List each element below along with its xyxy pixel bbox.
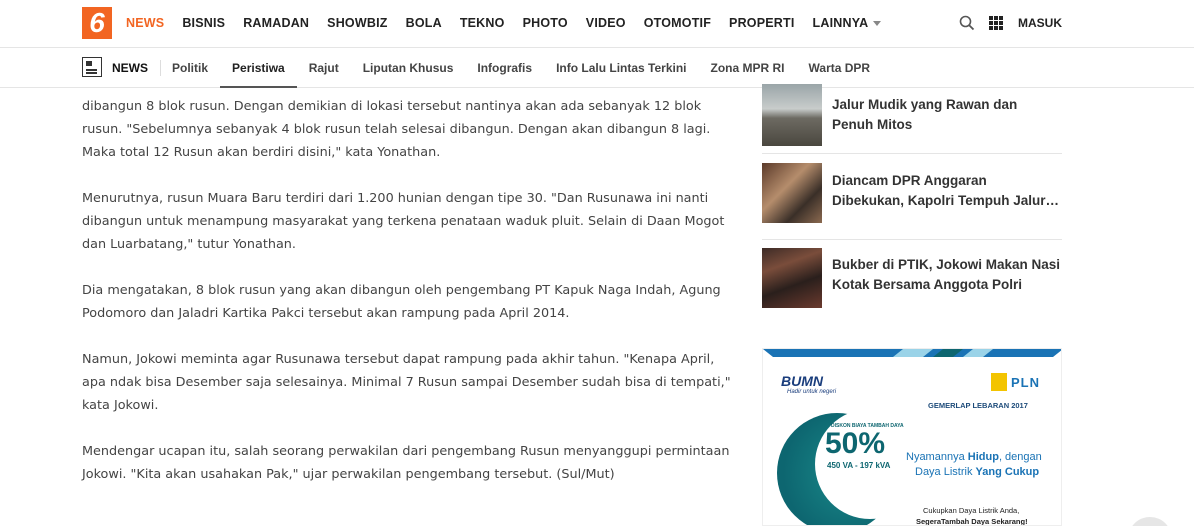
newspaper-icon <box>82 57 102 77</box>
lightning-icon <box>991 373 1007 391</box>
nav-item-otomotif[interactable]: OTOMOTIF <box>643 16 712 30</box>
scroll-to-top-button[interactable] <box>1128 517 1172 526</box>
tab-zona-mpr-ri[interactable]: Zona MPR RI <box>710 61 785 75</box>
ad-campaign-title: GEMERLAP LEBARAN 2017 <box>928 401 1028 410</box>
pln-logo: PLN <box>1011 375 1040 390</box>
nav-item-properti[interactable]: PROPERTI <box>729 16 795 30</box>
related-card[interactable] <box>762 163 1062 240</box>
related-title[interactable]: Jalur Mudik yang Rawan dan Penuh Mitos <box>832 97 1018 132</box>
nav-item-ramadan[interactable]: RAMADAN <box>243 16 310 30</box>
section-title[interactable]: NEWS <box>112 61 148 75</box>
nav-item-video[interactable]: VIDEO <box>585 16 626 30</box>
related-card[interactable] <box>762 248 1062 325</box>
nav-item-news[interactable]: NEWS <box>126 16 165 30</box>
ad-discount-label: DISKON BIAYA TAMBAH DAYA <box>831 423 904 429</box>
ad-tagline-1: Nyamannya Hidup, dengan <box>906 451 1042 463</box>
nav-item-lainnya[interactable] <box>813 16 882 30</box>
tab-rajut[interactable]: Rajut <box>308 61 339 75</box>
article-paragraph: Namun, Jokowi meminta agar Rusunawa tersebut dapat rampung pada akhir tahun. "Kenapa April, apa ndak bisa Desember saja selesainya. Minimal 7 Rusun sampai Desember sudah bisa di tempati," kata Jokowi. <box>82 352 731 413</box>
nav-item-bisnis[interactable]: BISNIS <box>182 16 226 30</box>
related-card[interactable] <box>762 84 1062 154</box>
article-body <box>82 95 732 509</box>
tab-liputan-khusus[interactable]: Liputan Khusus <box>362 61 454 75</box>
tab-warta-dpr[interactable]: Warta DPR <box>808 61 871 75</box>
top-navbar <box>0 0 1194 48</box>
related-sidebar <box>762 84 1062 325</box>
ad-stripe <box>763 349 1062 367</box>
article-paragraph: dibangun 8 blok rusun. Dengan demikian di lokasi tersebut nantinya akan ada sebanyak 12 blok rusun. "Sebelumnya sebanyak 4 blok rusun telah selesai dibangun. Dengan akan dibangun 8 lagi. Maka total 12 Rusun akan berdiri disini," kata Yonathan. <box>82 99 711 160</box>
apps-grid-icon[interactable] <box>989 16 1003 30</box>
tab-politik[interactable]: Politik <box>172 61 209 75</box>
nav-item-lainnya-label: LAINNYA <box>812 16 869 30</box>
related-thumbnail[interactable] <box>762 248 822 308</box>
search-icon[interactable] <box>959 15 975 31</box>
article-paragraph: Dia mengatakan, 8 blok rusun yang akan dibangun oleh pengembang PT Kapuk Naga Indah, Agung Podomoro dan Jaladri Kartika Pakci tersebut akan rampung pada April 2014. <box>82 283 721 321</box>
site-logo[interactable]: 6 <box>82 7 112 39</box>
related-title[interactable]: Diancam DPR Anggaran Dibekukan, Kapolri Tempuh Jalur… <box>832 173 1060 208</box>
nav-item-photo[interactable]: PHOTO <box>522 16 568 30</box>
bumn-tagline: Hadir untuk negeri <box>787 389 837 395</box>
ad-va-range: 450 VA - 197 kVA <box>827 461 891 470</box>
related-thumbnail[interactable] <box>762 84 822 146</box>
chevron-down-icon <box>873 21 881 26</box>
tab-info-lalu-lintas[interactable]: Info Lalu Lintas Terkini <box>556 61 687 75</box>
article-paragraph: Menurutnya, rusun Muara Baru terdiri dari 1.200 hunian dengan tipe 30. "Dan Rusunawa ini nanti dibangun untuk menampung masyarakat yang terkena penataan waduk pluit. Selain di Daan Mogot dan Luarbatang," tutur Yonathan. <box>82 191 725 252</box>
nav-item-showbiz[interactable]: SHOWBIZ <box>327 16 388 30</box>
main-nav <box>126 0 899 46</box>
related-title[interactable]: Bukber di PTIK, Jokowi Makan Nasi Kotak Bersama Anggota Polri <box>832 257 1061 292</box>
nav-item-tekno[interactable]: TEKNO <box>459 16 505 30</box>
pln-ad-banner[interactable] <box>762 348 1062 526</box>
ad-tagline-2: Daya Listrik Yang Cukup <box>915 466 1040 478</box>
sub-navbar <box>0 48 1194 88</box>
tab-infografis[interactable]: Infografis <box>477 61 533 75</box>
nav-item-bola[interactable]: BOLA <box>405 16 442 30</box>
related-thumbnail[interactable] <box>762 163 822 223</box>
ad-cta-line-2: SegeraTambah Daya Sekarang! <box>916 517 1028 526</box>
bumn-logo: BUMN <box>781 373 823 389</box>
login-button[interactable]: MASUK <box>1018 16 1062 30</box>
ad-discount-percent: 50% <box>825 427 886 460</box>
tab-peristiwa[interactable]: Peristiwa <box>220 48 297 88</box>
ad-cta-line-1: Cukupkan Daya Listrik Anda, <box>923 506 1020 515</box>
article-paragraph: Mendengar ucapan itu, salah seorang perwakilan dari pengembang Rusun menyanggupi permintaan Jokowi. "Kita akan usahakan Pak," ujar perwakilan pengembang tersebut. (Sul/Mut) <box>82 444 730 482</box>
sub-nav <box>160 48 882 88</box>
